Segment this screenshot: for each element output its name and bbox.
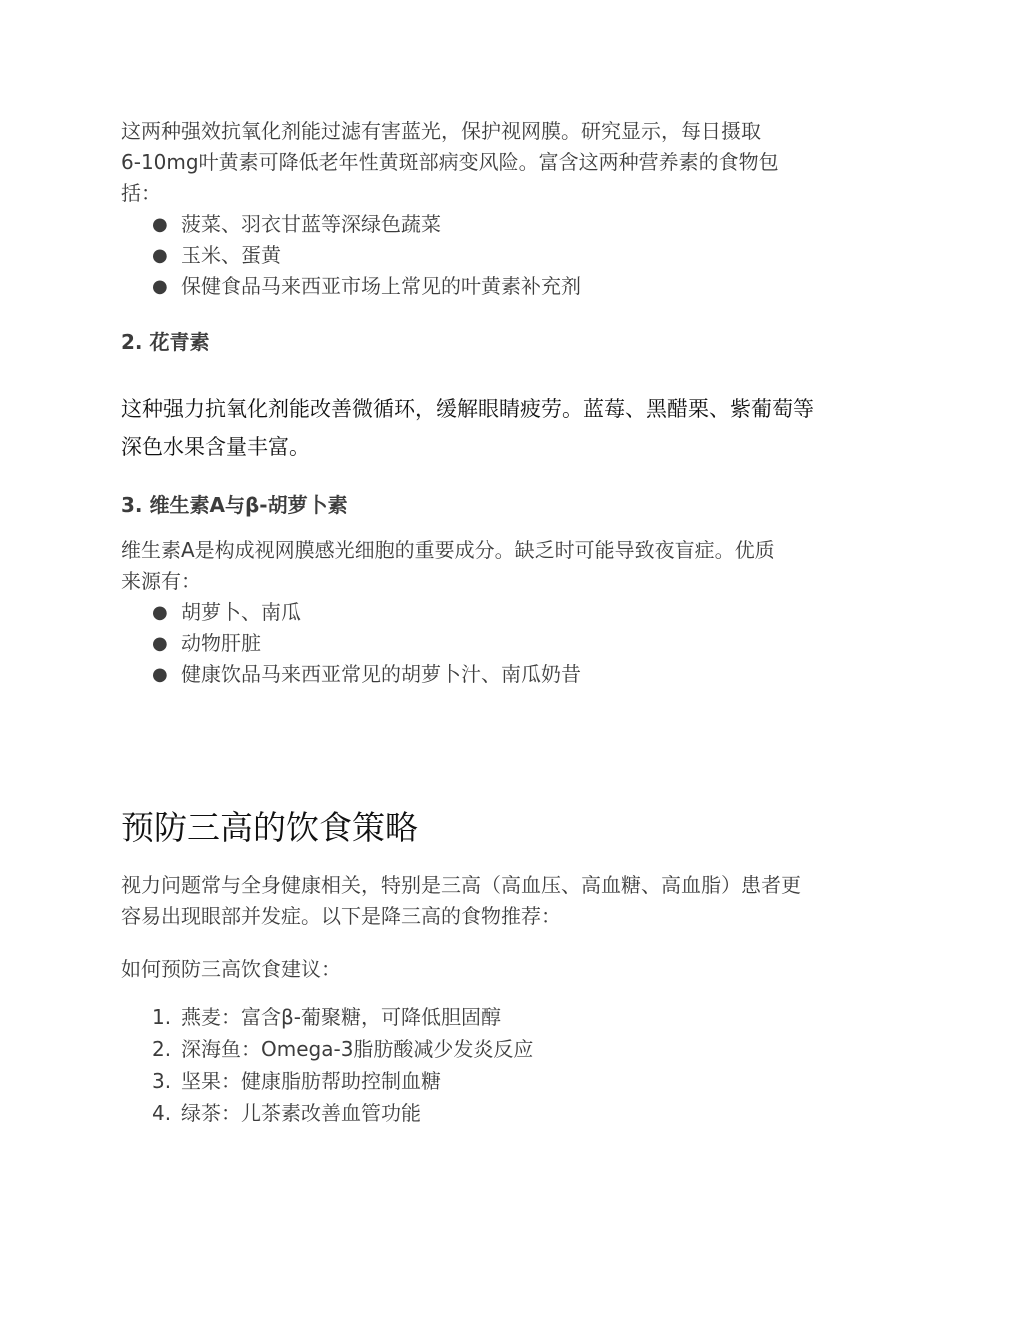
section-2-title: 花青素	[149, 330, 210, 354]
list-item: 1. 燕麦：富含β-葡聚糖，可降低胆固醇	[121, 1001, 911, 1033]
intro-text-line-1: 这两种强效抗氧化剂能过滤有害蓝光，保护视网膜。研究显示，每日摄取	[121, 119, 761, 143]
section-3-text-line-1: 维生素A是构成视网膜感光细胞的重要成分。缺乏时可能导致夜盲症。优质	[121, 538, 775, 562]
prevention-text-line-2: 容易出现眼部并发症。以下是降三高的食物推荐：	[121, 904, 561, 928]
list-item: ● 胡萝卜、南瓜	[121, 597, 911, 628]
list-item: ● 动物肝脏	[121, 628, 911, 659]
section-2-heading	[121, 327, 911, 358]
list-number: 1.	[152, 1005, 172, 1029]
bullet-icon: ●	[152, 276, 168, 297]
list-number: 4.	[152, 1101, 172, 1125]
list-item: 4. 绿茶：儿茶素改善血管功能	[121, 1097, 911, 1129]
intro-paragraph	[121, 116, 911, 209]
section-3-heading: 3. 维生素A与β-胡萝卜素	[121, 493, 348, 517]
document-page	[121, 116, 911, 1129]
section-3-paragraph	[121, 535, 911, 597]
bullet-icon: ●	[152, 602, 168, 623]
prevention-text-line-1: 视力问题常与全身健康相关，特别是三高（高血压、高血糖、高血脂）患者更	[121, 873, 801, 897]
list-item: ● 玉米、蛋黄	[121, 240, 911, 271]
section-2-text-line-2: 深色水果含量丰富。	[121, 435, 310, 459]
prevention-paragraph	[121, 870, 911, 932]
bullet-icon: ●	[152, 245, 168, 266]
section-2-number: 2.	[121, 330, 143, 354]
list-item: 3. 坚果：健康脂肪帮助控制血糖	[121, 1065, 911, 1097]
prevention-heading: 预防三高的饮食策略	[121, 808, 418, 847]
section-3-bullet-list	[121, 597, 911, 690]
bullet-icon: ●	[152, 664, 168, 685]
section-2-text-line-1: 这种强力抗氧化剂能改善微循环，缓解眼睛疲劳。蓝莓、黑醋栗、紫葡萄等	[121, 397, 814, 421]
prevention-numbered-list	[121, 1001, 911, 1129]
list-item: ● 健康饮品马来西亚常见的胡萝卜汁、南瓜奶昔	[121, 659, 911, 690]
list-item: ● 菠菜、羽衣甘蓝等深绿色蔬菜	[121, 209, 911, 240]
list-number: 3.	[152, 1069, 172, 1093]
prevention-subheading: 如何预防三高饮食建议：	[121, 957, 341, 981]
section-3-number: 3.	[121, 493, 143, 517]
section-2-paragraph	[121, 390, 911, 466]
list-item: ● 保健食品马来西亚市场上常见的叶黄素补充剂	[121, 271, 911, 302]
intro-text-line-2: 6-10mg叶黄素可降低老年性黄斑部病变风险。富含这两种营养素的食物包	[121, 150, 779, 174]
intro-bullet-list	[121, 209, 911, 302]
intro-text-line-3: 括：	[121, 181, 161, 205]
list-number: 2.	[152, 1037, 172, 1061]
section-3-text-line-2: 来源有：	[121, 569, 201, 593]
list-item: 2. 深海鱼：Omega-3脂肪酸减少发炎反应	[121, 1033, 911, 1065]
bullet-icon: ●	[152, 633, 168, 654]
bullet-icon: ●	[152, 214, 168, 235]
